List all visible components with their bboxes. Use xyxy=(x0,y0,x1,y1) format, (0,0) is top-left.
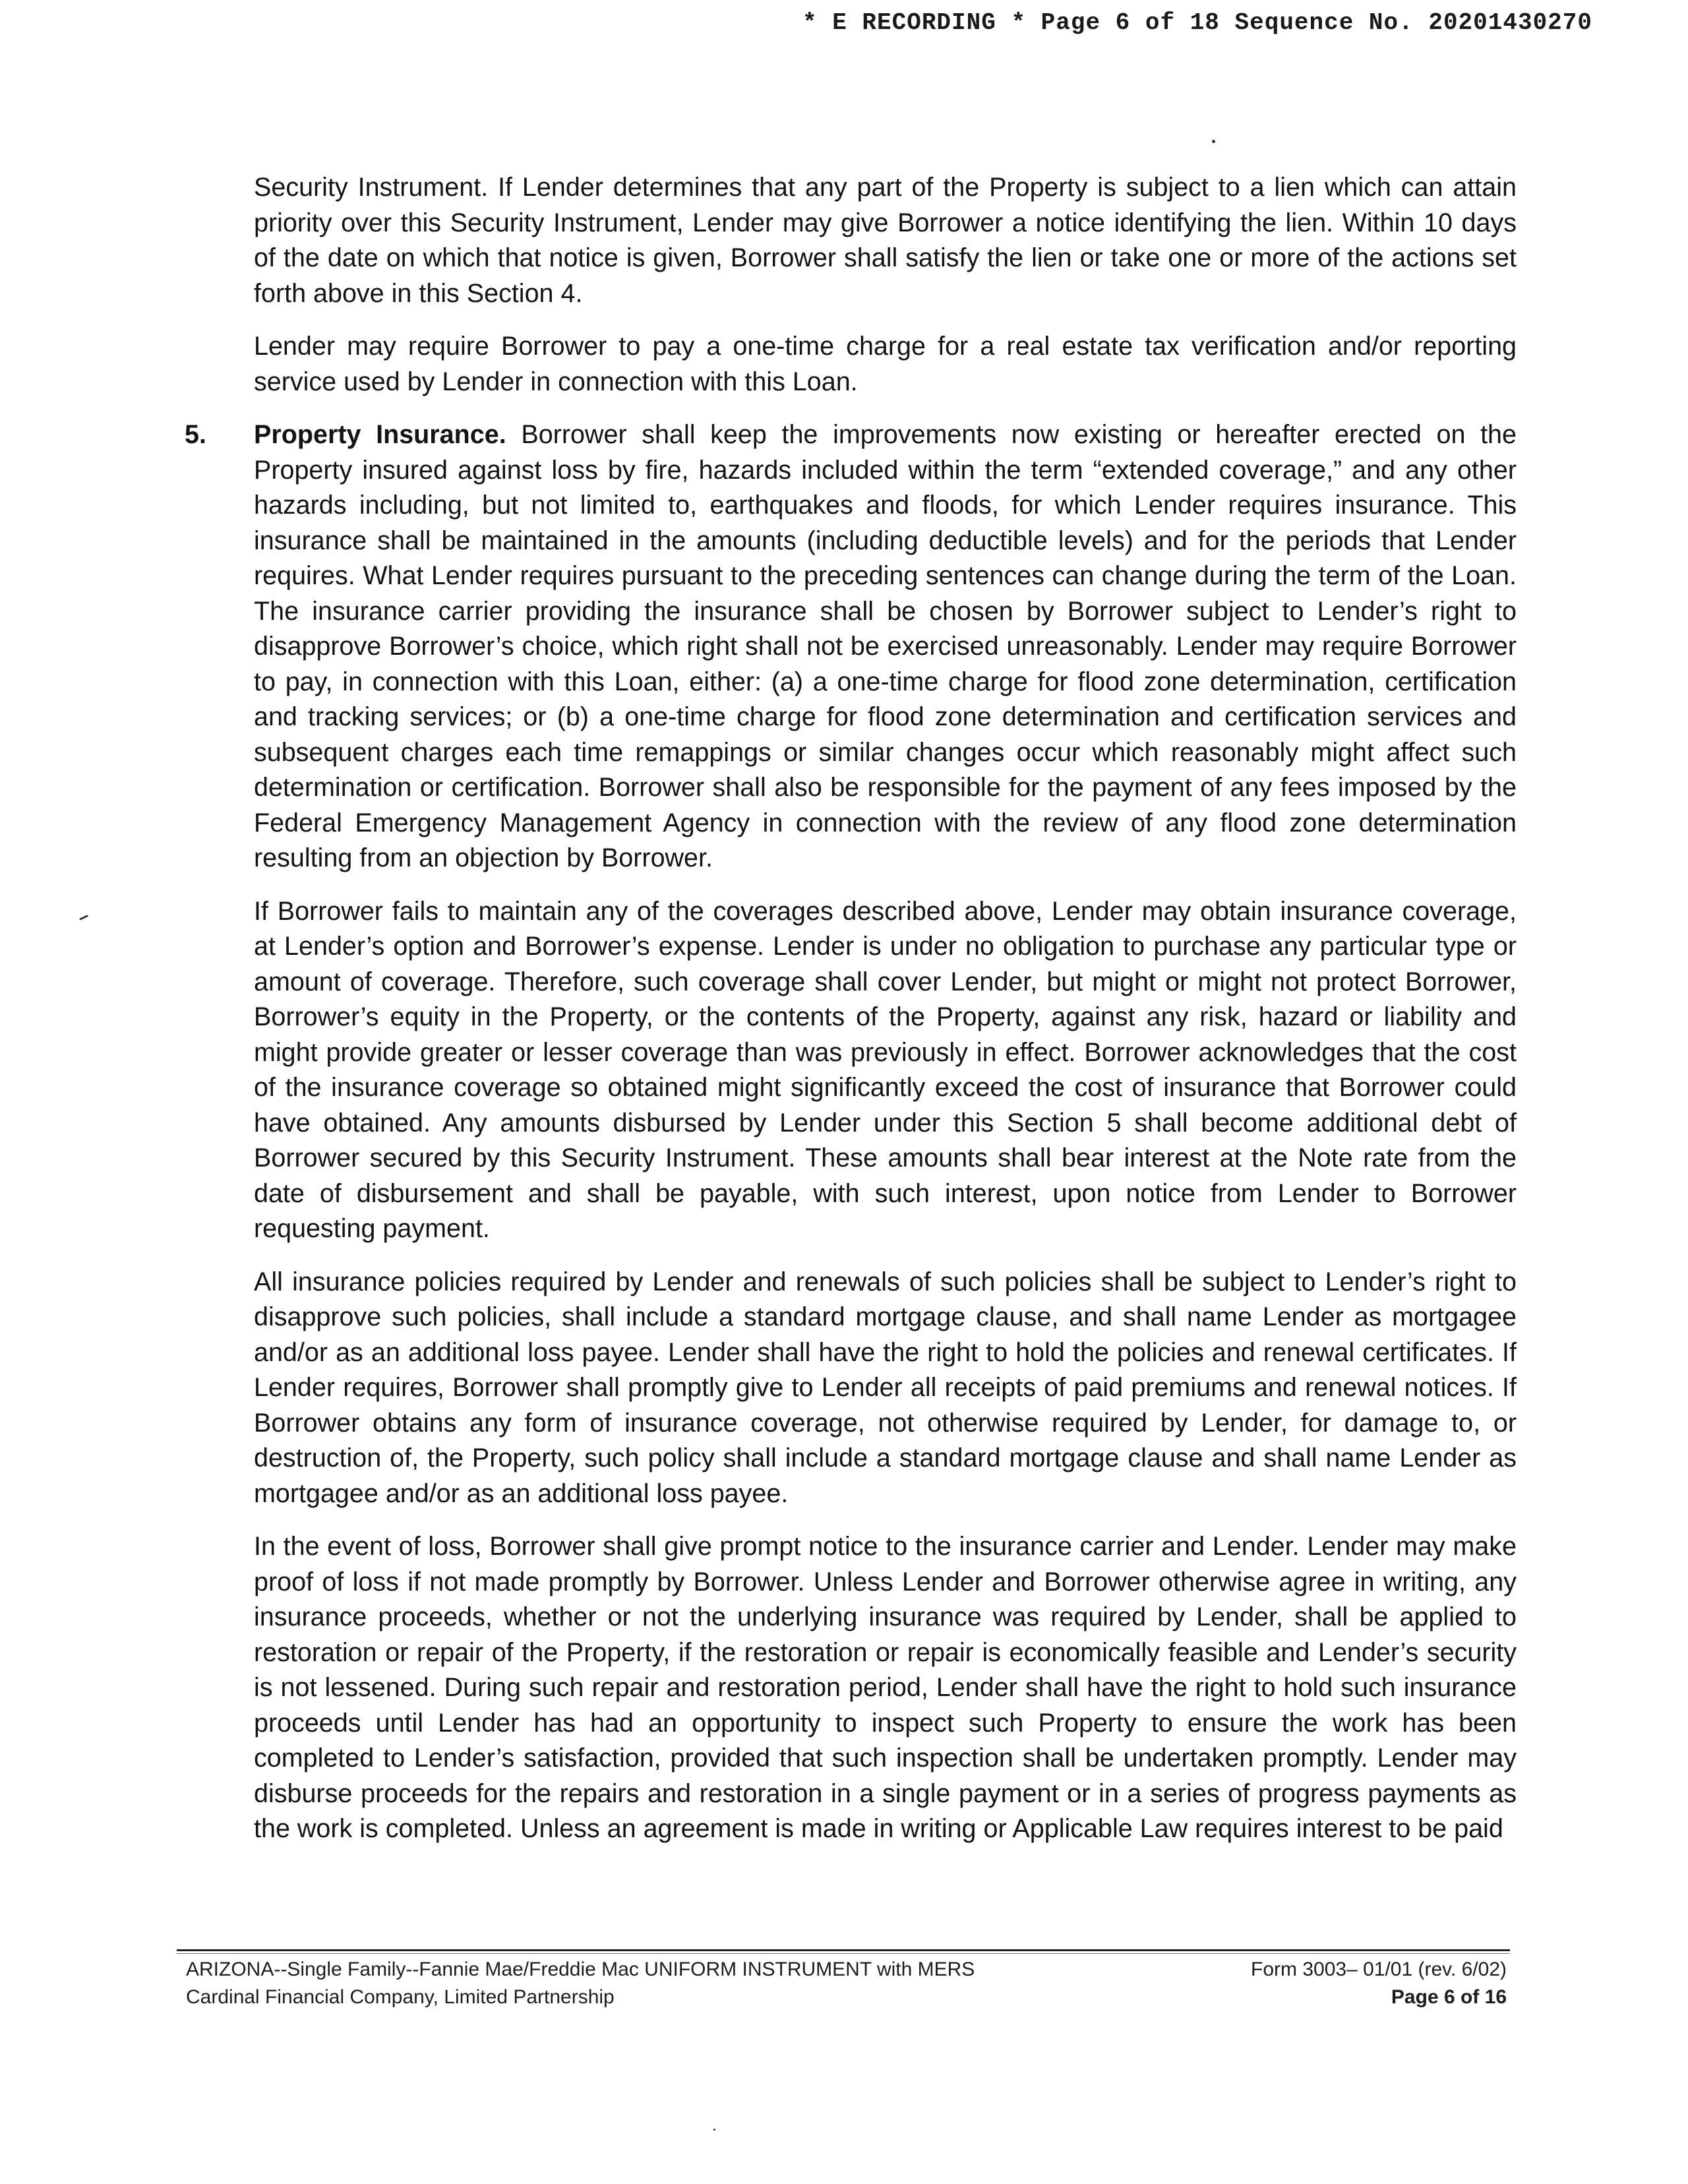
section-text: Borrower shall keep the improvements now existing or hereafter erected on the Property insured against loss by fire, hazards included within the term “extended coverage,” and any other hazards including, but not limited to, earthquakes and floods, for which Lender requires insurance. This insurance shall be maintained in the amounts (including deductible levels) and for the periods that Lender requires. What Lender requires pursuant to the preceding sentences can change during the term of the Loan. The insurance carrier providing the insurance shall be chosen by Borrower subject to Lender’s right to disapprove Borrower’s choice, which right shall not be exercised unreasonably. Lender may require Borrower to pay, in connection with this Loan, either: (a) a one-time charge for flood zone determination, certification and tracking services; or (b) a one-time charge for flood zone determination and certification services and subsequent charges each time remappings or similar changes occur which reasonably might affect such determination or certification. Borrower shall also be responsible for the payment of any fees imposed by the Federal Emergency Management Agency in connection with the review of any flood zone determination resulting from an objection by Borrower. xyxy=(254,420,1517,872)
section-number: 5. xyxy=(185,420,206,449)
scan-speck xyxy=(79,915,88,921)
scan-speck xyxy=(1212,140,1215,143)
paragraph-tax-verification: Lender may require Borrower to pay a one-time charge for a real estate tax verification and/or reporting service used by Lender in connection with this Loan. xyxy=(254,332,1517,396)
paragraph-event-of-loss: In the event of loss, Borrower shall give prompt notice to the insurance carrier and Lender. Lender may make proof of loss if not made promptly by Borrower. Unless Lender and Borrower otherwise agree in writing, any insurance proceeds, whether or not the underlying insurance was required by Lender, shall be applied to restoration or repair of the Property, if the restoration or repair is economically feasible and Lender’s security is not lessened. During such repair and restoration period, Lender shall have the right to hold such insurance proceeds until Lender has had an opportunity to inspect such Property to ensure the work has been completed to Lender’s satisfaction, provided that such inspection shall be undertaken promptly. Lender may disburse proceeds for the repairs and restoration in a single payment or in a series of progress payments as the work is completed. Unless an agreement is made in writing or Applicable Law requires interest to be paid xyxy=(254,1532,1517,1843)
footer-form-title: ARIZONA--Single Family--Fannie Mae/Freddie Mac UNIFORM INSTRUMENT with MERS xyxy=(186,1958,975,1980)
recording-stamp-header: * E RECORDING * Page 6 of 18 Sequence No. 20201430270 xyxy=(802,9,1592,36)
document-body xyxy=(185,170,1517,1865)
section-5-property-insurance xyxy=(185,417,1517,876)
footer-page-number: Page 6 of 16 xyxy=(1391,1986,1507,2008)
footer-lender-name: Cardinal Financial Company, Limited Partnership xyxy=(186,1986,615,2008)
footer-form-number: Form 3003– 01/01 (rev. 6/02) xyxy=(1251,1958,1507,1980)
scan-speck xyxy=(713,2129,715,2131)
footer-divider xyxy=(177,1949,1510,1951)
section-title: Property Insurance. xyxy=(254,420,506,449)
paragraph-insurance-policies: All insurance policies required by Lender and renewals of such policies shall be subject to Lender’s right to disapprove such policies, shall include a standard mortgage clause, and shall name Lender as mortgagee and/or as an additional loss payee. Lender shall have the right to hold the policies and renewal certificates. If Lender requires, Borrower shall promptly give to Lender all receipts of paid premiums and renewal notices. If Borrower obtains any form of insurance coverage, not otherwise required by Lender, for damage to, or destruction of, the Property, such policy shall include a standard mortgage clause and shall name Lender as mortgagee and/or as an additional loss payee. xyxy=(254,1267,1517,1508)
footer-divider-thin xyxy=(177,1953,1510,1954)
footer-right xyxy=(1251,1956,1507,2011)
paragraph-lien-continuation: Security Instrument. If Lender determines that any part of the Property is subject to a lien which can attain priority over this Security Instrument, Lender may give Borrower a notice identifying the lien. Within 10 days of the date on which that notice is given, Borrower shall satisfy the lien or take one or more of the actions set forth above in this Section 4. xyxy=(254,173,1517,308)
paragraph-fails-to-maintain: If Borrower fails to maintain any of the coverages described above, Lender may obtain insurance coverage, at Lender’s option and Borrower’s expense. Lender is under no obligation to purchase any particular type or amount of coverage. Therefore, such coverage shall cover Lender, but might or might not protect Borrower, Borrower’s equity in the Property, or the contents of the Property, against any risk, hazard or liability and might provide greater or lesser coverage than was previously in effect. Borrower acknowledges that the cost of the insurance coverage so obtained might significantly exceed the cost of insurance that Borrower could have obtained. Any amounts disbursed by Lender under this Section 5 shall become additional debt of Borrower secured by this Security Instrument. These amounts shall bear interest at the Note rate from the date of disbursement and shall be payable, with such interest, upon notice from Lender to Borrower requesting payment. xyxy=(254,896,1517,1243)
footer-left xyxy=(186,1956,975,2011)
